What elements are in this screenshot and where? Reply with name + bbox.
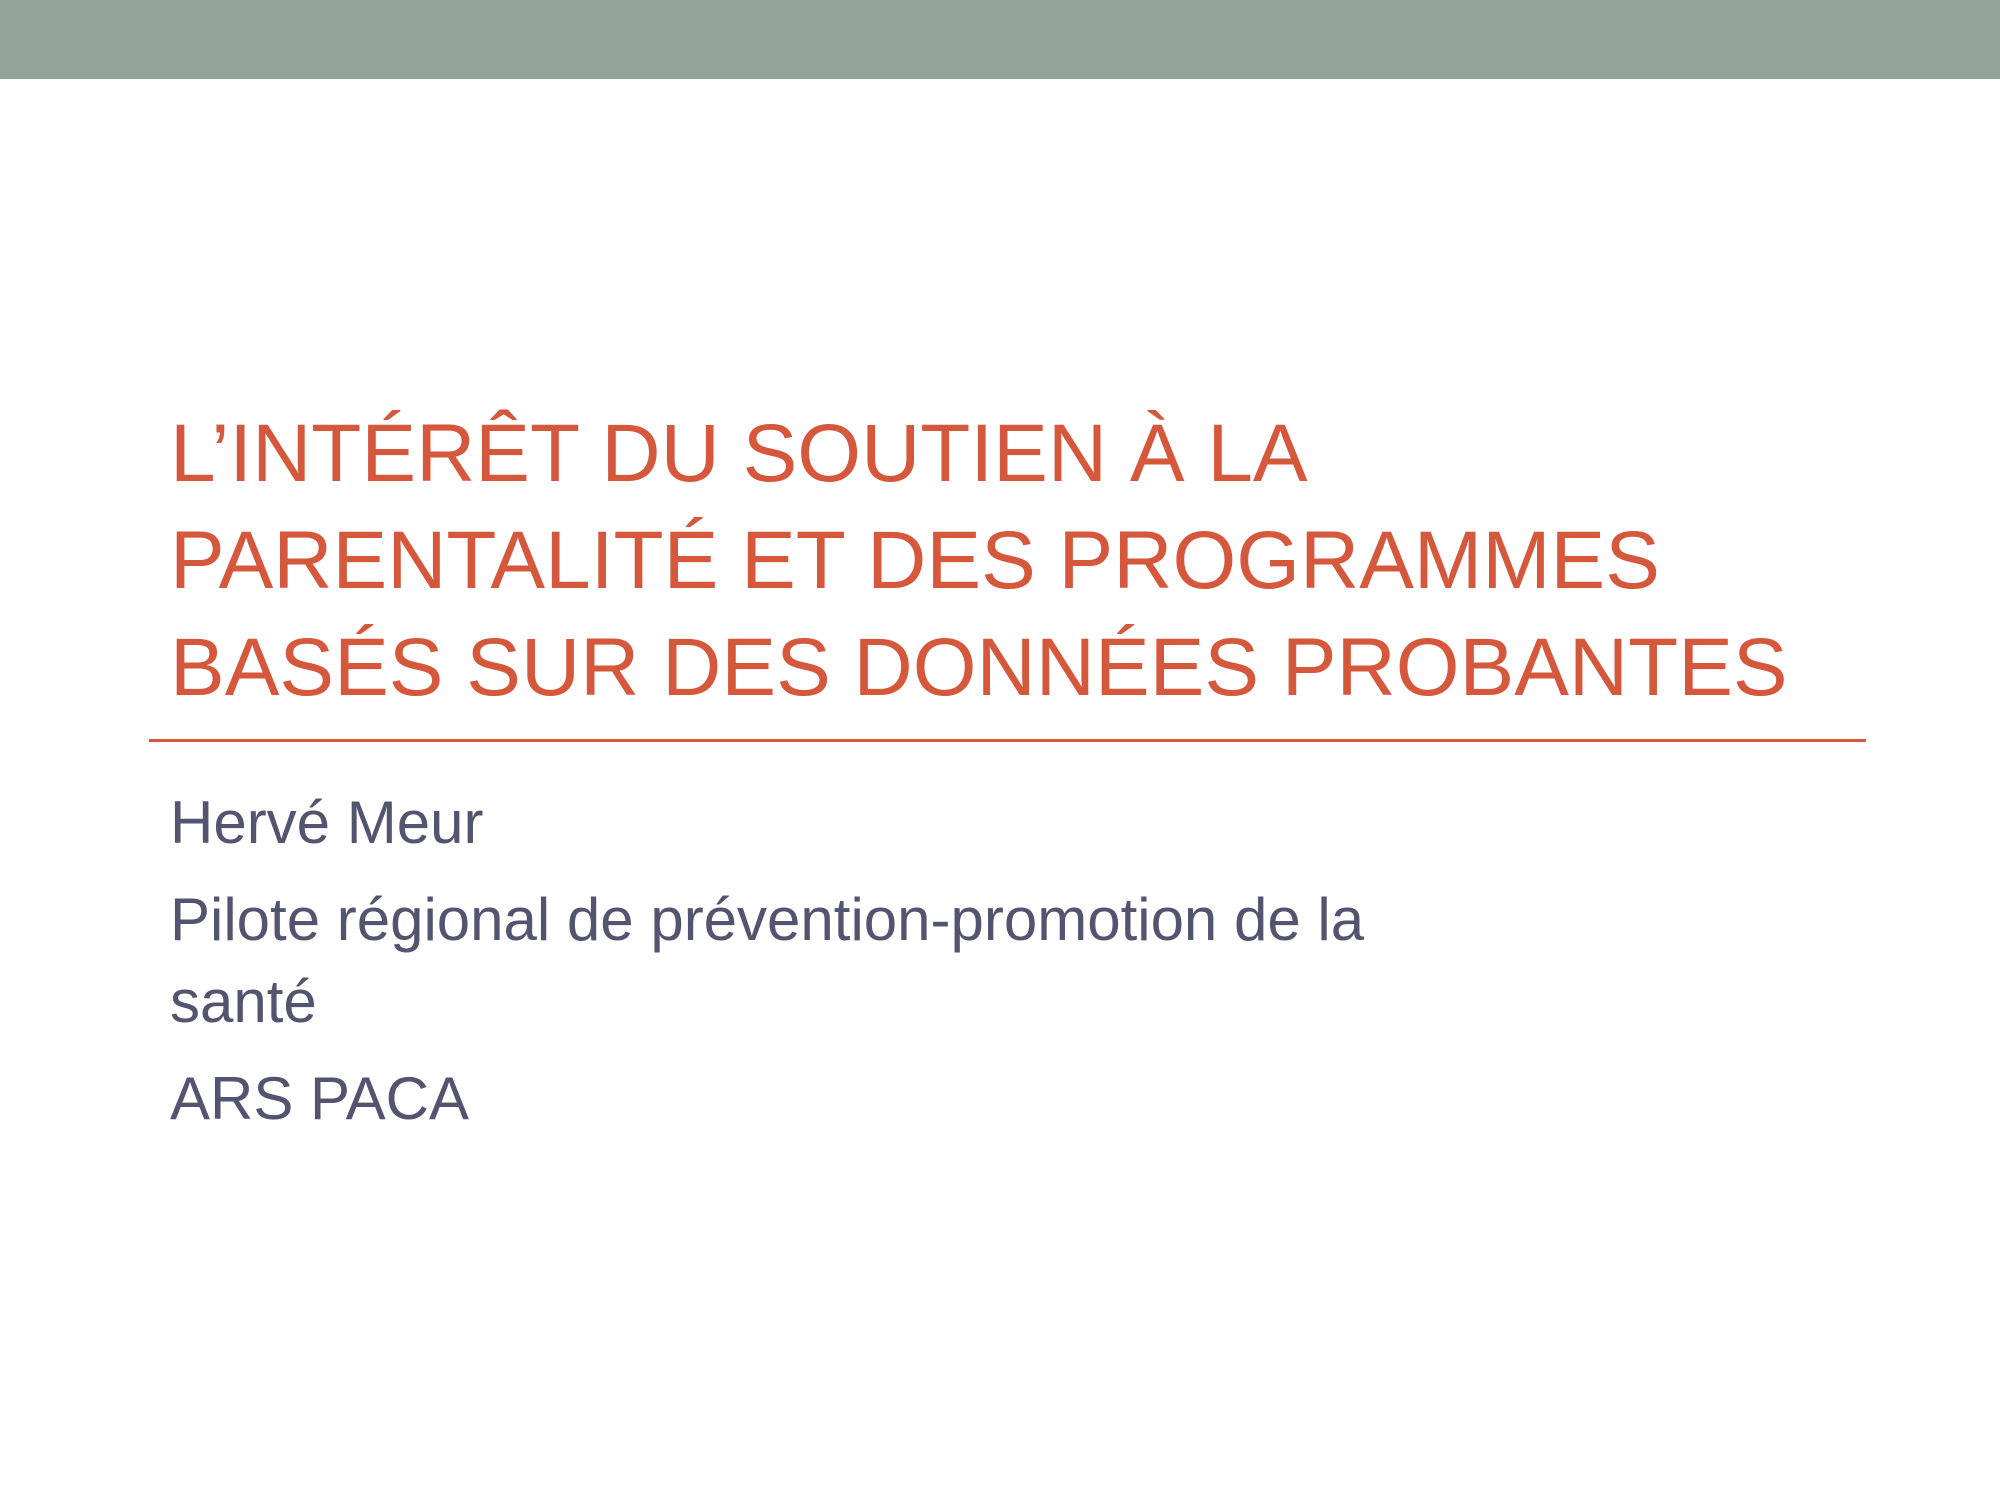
slide-title — [170, 400, 1870, 721]
title-line: PARENTALITÉ ET DES PROGRAMMES — [170, 515, 1660, 606]
title-divider — [149, 739, 1866, 742]
author-role — [170, 879, 1670, 1043]
author-role-line: santé — [170, 968, 317, 1035]
top-accent-band — [0, 0, 2000, 79]
author-role-line: Pilote régional de prévention-promotion de la — [170, 886, 1365, 953]
title-line: L’INTÉRÊT DU SOUTIEN À LA — [170, 408, 1308, 499]
title-line: BASÉS SUR DES DONNÉES PROBANTES — [170, 622, 1788, 713]
organization-name: ARS PACA — [170, 1065, 469, 1132]
author-name: Hervé Meur — [170, 789, 484, 856]
slide-subtitle — [170, 782, 1670, 1155]
